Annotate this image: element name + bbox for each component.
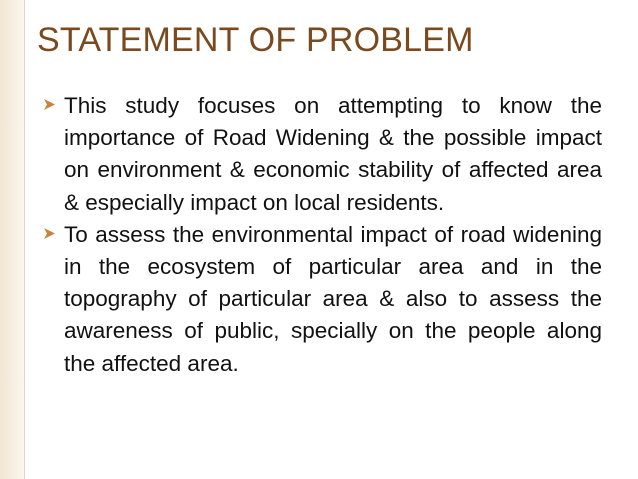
strip-divider — [24, 0, 25, 479]
bullet-item — [40, 90, 602, 219]
bullet-text: To assess the environmental impact of road widening in the ecosystem of particular area and in the topography of particular area & also to assess the awareness of public, specially on the people along the affected area. — [64, 221, 602, 376]
bullet-icon — [42, 226, 57, 241]
bullet-list — [40, 90, 602, 380]
bullet-icon — [42, 97, 57, 112]
bullet-text: This study focuses on attempting to know the importance of Road Widening & the possible impact on environment & economic stability of affected area & especially impact on local residents. — [64, 93, 602, 215]
slide-title: STATEMENT OF PROBLEM — [37, 21, 474, 59]
left-decorative-strip — [0, 0, 24, 479]
bullet-item — [40, 219, 602, 380]
